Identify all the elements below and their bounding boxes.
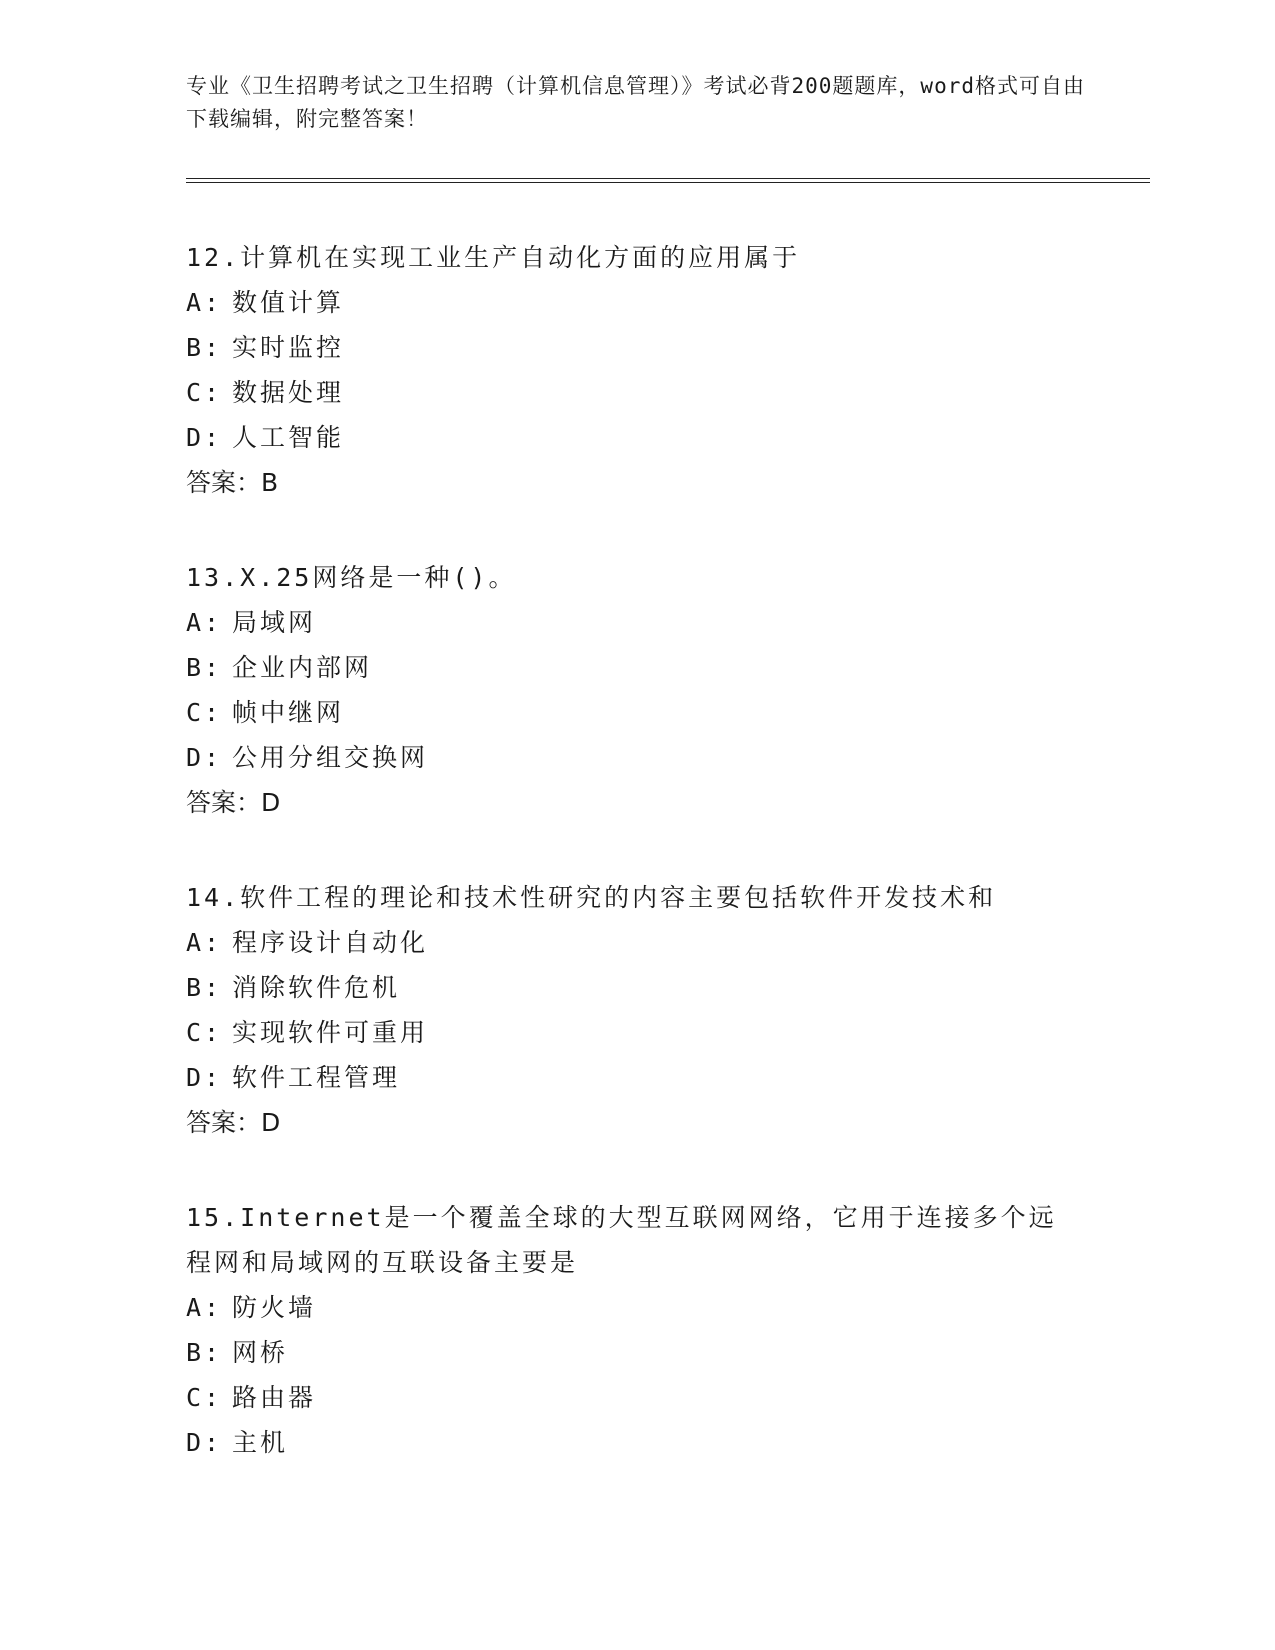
option-key: D: bbox=[186, 423, 223, 452]
option-key: C: bbox=[186, 1018, 223, 1047]
answer-line bbox=[186, 1100, 1146, 1145]
option-c bbox=[186, 1010, 1146, 1055]
answer-line bbox=[186, 460, 1146, 505]
option-c bbox=[186, 1375, 1146, 1420]
option-c bbox=[186, 370, 1146, 415]
option-d bbox=[186, 415, 1146, 460]
option-text: 实现软件可重用 bbox=[232, 1018, 429, 1047]
question-text: 14.软件工程的理论和技术性研究的内容主要包括软件开发技术和 bbox=[186, 883, 997, 912]
option-key: B: bbox=[186, 653, 223, 682]
option-key: B: bbox=[186, 1338, 223, 1367]
option-a bbox=[186, 1285, 1146, 1330]
question-block bbox=[186, 555, 1146, 825]
answer-label: 答案： bbox=[186, 788, 262, 817]
option-text: 帧中继网 bbox=[232, 698, 345, 727]
header-divider bbox=[186, 178, 1150, 183]
option-key: D: bbox=[186, 743, 223, 772]
document-header: 专业《卫生招聘考试之卫生招聘（计算机信息管理）》考试必背200题题库，word格式可自由下载编辑，附完整答案！ bbox=[186, 74, 1085, 131]
option-key: A: bbox=[186, 288, 223, 317]
option-b bbox=[186, 1330, 1146, 1375]
option-text: 程序设计自动化 bbox=[232, 928, 429, 957]
question-block bbox=[186, 1195, 1146, 1465]
option-c bbox=[186, 690, 1146, 735]
option-key: C: bbox=[186, 698, 223, 727]
option-a bbox=[186, 600, 1146, 645]
option-text: 网桥 bbox=[232, 1338, 289, 1367]
option-key: C: bbox=[186, 1383, 223, 1412]
option-b bbox=[186, 325, 1146, 370]
option-b bbox=[186, 645, 1146, 690]
option-d bbox=[186, 1055, 1146, 1100]
option-text: 消除软件危机 bbox=[232, 973, 401, 1002]
option-text: 企业内部网 bbox=[232, 653, 373, 682]
option-text: 人工智能 bbox=[232, 423, 345, 452]
question-text: 13.X.25网络是一种()。 bbox=[186, 563, 517, 592]
answer-label: 答案： bbox=[186, 468, 262, 497]
option-key: A: bbox=[186, 608, 223, 637]
document-page bbox=[186, 70, 1146, 1465]
option-key: B: bbox=[186, 333, 223, 362]
option-text: 局域网 bbox=[232, 608, 317, 637]
option-a bbox=[186, 280, 1146, 325]
option-key: D: bbox=[186, 1063, 223, 1092]
question-text: 12.计算机在实现工业生产自动化方面的应用属于 bbox=[186, 243, 801, 272]
option-key: A: bbox=[186, 1293, 223, 1322]
option-key: C: bbox=[186, 378, 223, 407]
answer-line bbox=[186, 780, 1146, 825]
answer-label: 答案： bbox=[186, 1108, 262, 1137]
option-text: 主机 bbox=[232, 1428, 289, 1457]
option-text: 数据处理 bbox=[232, 378, 345, 407]
option-d bbox=[186, 1420, 1146, 1465]
option-text: 防火墙 bbox=[232, 1293, 317, 1322]
question-block bbox=[186, 875, 1146, 1145]
question-text: 15.Internet是一个覆盖全球的大型互联网网络，它用于连接多个远程网和局域网的互联设备主要是 bbox=[186, 1203, 1057, 1277]
option-key: D: bbox=[186, 1428, 223, 1457]
option-text: 软件工程管理 bbox=[232, 1063, 401, 1092]
answer-value: D bbox=[261, 788, 281, 817]
option-key: B: bbox=[186, 973, 223, 1002]
option-text: 数值计算 bbox=[232, 288, 345, 317]
option-d bbox=[186, 735, 1146, 780]
option-a bbox=[186, 920, 1146, 965]
option-b bbox=[186, 965, 1146, 1010]
option-text: 公用分组交换网 bbox=[232, 743, 429, 772]
answer-value: D bbox=[261, 1108, 281, 1137]
option-text: 路由器 bbox=[232, 1383, 317, 1412]
option-key: A: bbox=[186, 928, 223, 957]
answer-value: B bbox=[261, 468, 279, 497]
option-text: 实时监控 bbox=[232, 333, 345, 362]
question-block bbox=[186, 235, 1146, 505]
